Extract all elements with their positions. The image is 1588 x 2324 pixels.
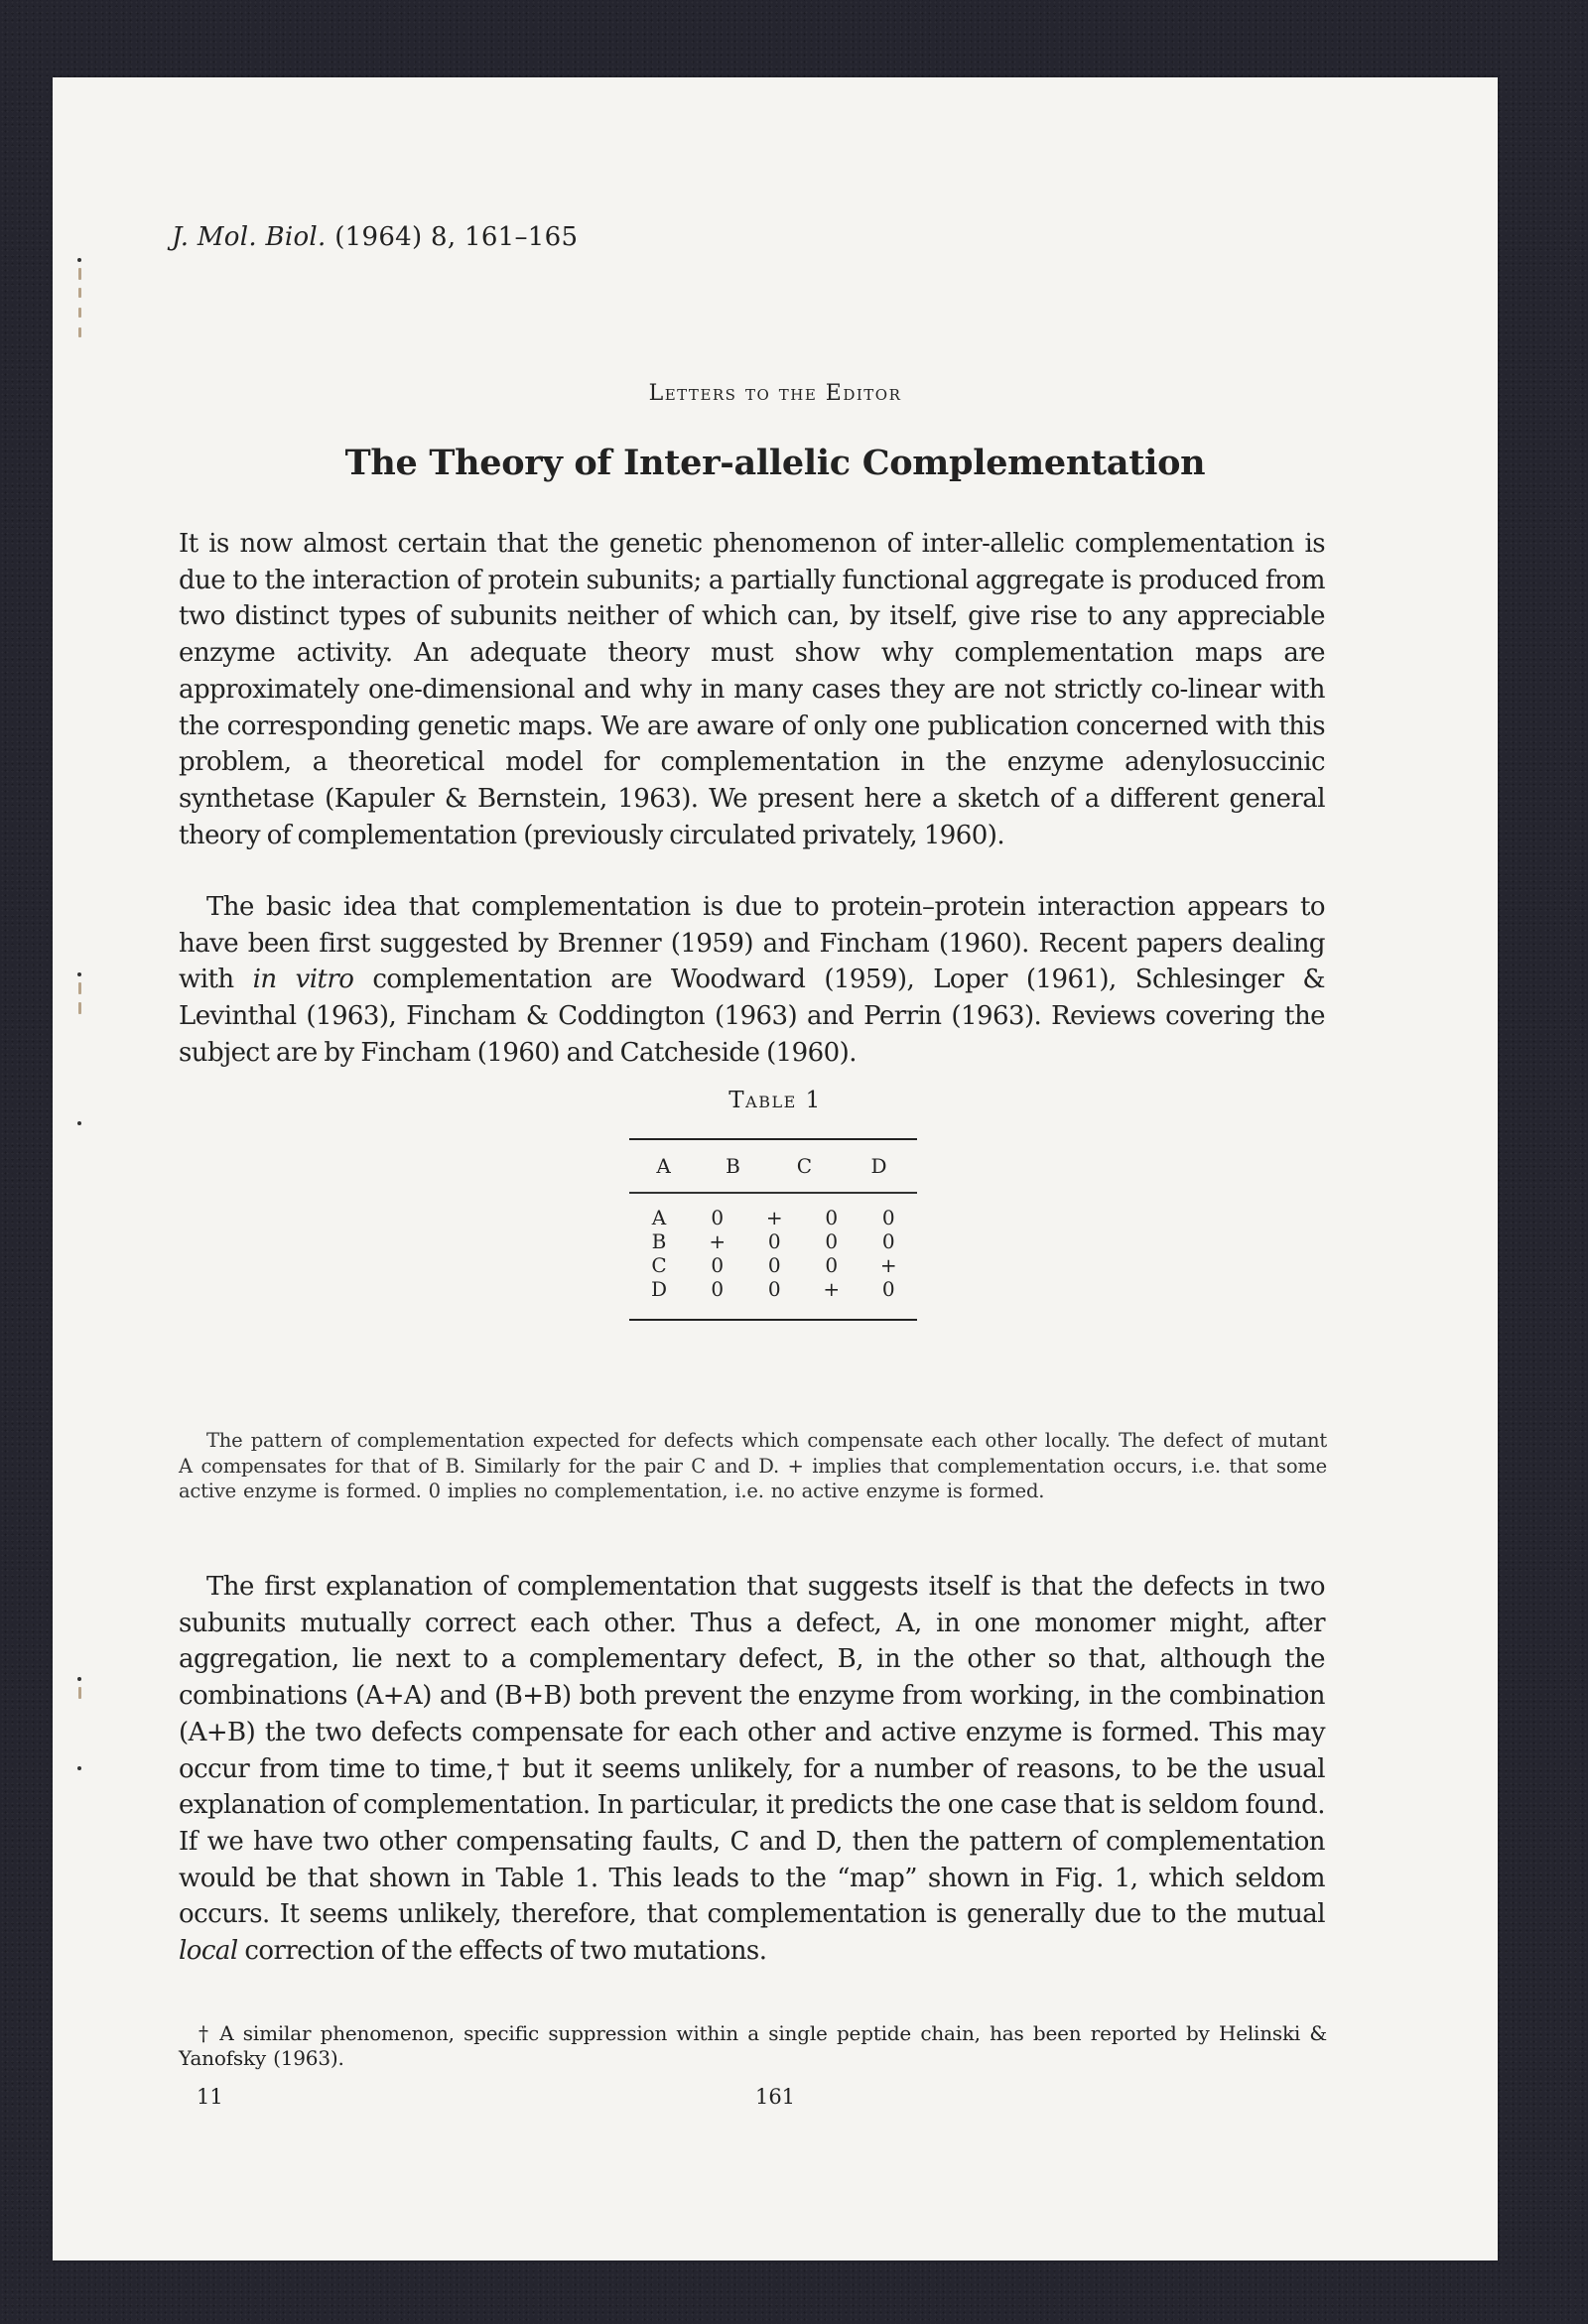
- row-label: A: [651, 1205, 667, 1229]
- table-cell: 0: [881, 1276, 895, 1301]
- paragraph-2-part-1: The basic idea that complementation is due to protein–protein interaction appears to have been first suggested by Brenner (1959) and Fincham (1960). Recent papers dealing with: [179, 892, 1325, 995]
- table-1-legend: [179, 1428, 1327, 1504]
- footnote: [179, 2021, 1327, 2071]
- year-volume-pages: (1964) 8, 161–165: [334, 222, 579, 252]
- table-cell: 0: [825, 1228, 839, 1253]
- row-label: C: [651, 1252, 667, 1277]
- paragraph-3: [179, 1569, 1325, 1970]
- table-cell: 0: [767, 1276, 781, 1301]
- signature-mark: 11: [197, 2085, 223, 2109]
- paragraph-1-text: It is now almost certain that the genetic phenomenon of inter-allelic complementation is due to the interaction of protein subunits; a partially functional aggregate is produced from two distinct types of subunits neither of which can, by itself, give rise to any appreciable enzyme activity. An adequate theory must show why complementation maps are approximately one-dimensional and why in many cases they are not strictly co-linear with the corresponding genetic maps. We are aware of only one publication concerned with this problem, a theoretical model for complementation in the enzyme adenylosuccinic synthetase (Kapuler & Bernstein, 1963). We present here a sketch of a different general theory of complementation (previously circulated privately, 1960).: [179, 529, 1325, 850]
- column-header: C: [796, 1154, 813, 1178]
- table-cell: 0: [711, 1252, 725, 1277]
- column-header: B: [726, 1154, 740, 1178]
- column-header: D: [870, 1154, 887, 1178]
- table-1-legend-text: The pattern of complementation expected for defects which compensate each other locally. The defect of mutant A compensates for that of B. Similarly for the pair C and D. + implies that complementation occurs, i.e. that some active enzyme is formed. 0 implies no complementation, i.e. no active enzyme is formed.: [179, 1429, 1327, 1503]
- table-row: [629, 1253, 917, 1277]
- paragraph-3-part-1: The first explanation of complementation that suggests itself is that the defects in two subunits mutually correct each other. Thus a defect, A, in one monomer might, after aggregation, lie next to a complementary defect, B, in the other so that, although the combinations (A+A) and (B+B) both prevent the enzyme from working, in the combination (A+B) the two defects compensate for each other and active enzyme is formed. This may occur from time to time,† but it seems unlikely, for a number of reasons, to be the usual explanation of complementation. In particular, it predicts the one case that is seldom found. If we have two other compensating faults, C and D, then the pattern of complementation would be that shown in Table 1. This leads to the “map” shown in Fig. 1, which seldom occurs. It seems unlikely, therefore, that complementation is generally due to the mutual: [179, 1572, 1325, 1930]
- paragraph-2: [179, 889, 1325, 1072]
- paragraph-2-part-2: complementation are Woodward (1959), Loper (1961), Schlesinger & Levinthal (1963), Fincham & Coddington (1963) and Perrin (1963). Reviews covering the subject are by Fincham (1960) and Catcheside (1960).: [179, 965, 1326, 1068]
- table-row: [629, 1229, 917, 1253]
- page-number: 161: [754, 2085, 796, 2109]
- row-label: B: [651, 1228, 667, 1253]
- paragraph-1: [179, 526, 1325, 853]
- table-row: [629, 1206, 917, 1229]
- section-heading: Letters to the Editor: [648, 381, 902, 406]
- table-cell: 0: [881, 1205, 895, 1229]
- complementation-matrix-body: [629, 1206, 917, 1301]
- column-header: A: [656, 1154, 671, 1178]
- paragraph-3-italic: local: [179, 1936, 238, 1967]
- table-cell: 0: [881, 1228, 895, 1253]
- paragraph-2-text: [179, 889, 1325, 1072]
- table-cell: +: [879, 1252, 897, 1277]
- table-row: [629, 1277, 917, 1301]
- table-bottom-rule: [629, 1319, 917, 1321]
- complementation-matrix: [629, 1140, 917, 1192]
- paragraph-3-text: [179, 1569, 1325, 1970]
- footnote-text: † A similar phenomenon, specific suppression within a single peptide chain, has been reported by Helinski & Yanofsky (1963).: [179, 2021, 1327, 2070]
- journal-page: [53, 77, 1498, 2260]
- table-cell: 0: [767, 1228, 781, 1253]
- table-1-title: Table 1: [728, 1088, 822, 1113]
- table-cell: +: [709, 1228, 727, 1253]
- table-1: [629, 1138, 917, 1321]
- table-cell: 0: [711, 1276, 725, 1301]
- article-title: The Theory of Inter-allelic Complementation: [344, 443, 1206, 483]
- table-cell: 0: [711, 1205, 725, 1229]
- paragraph-2-italic: in vitro: [252, 965, 354, 995]
- paragraph-3-part-2: correction of the effects of two mutations.: [237, 1936, 767, 1967]
- table-header-rule: [629, 1192, 917, 1194]
- table-cell: +: [765, 1205, 783, 1229]
- table-cell: 0: [767, 1252, 781, 1277]
- table-cell: 0: [825, 1205, 839, 1229]
- row-label: D: [650, 1276, 668, 1301]
- journal-name: J. Mol. Biol.: [172, 222, 327, 252]
- table-cell: +: [823, 1276, 841, 1301]
- table-cell: 0: [825, 1252, 839, 1277]
- journal-citation: [172, 222, 578, 252]
